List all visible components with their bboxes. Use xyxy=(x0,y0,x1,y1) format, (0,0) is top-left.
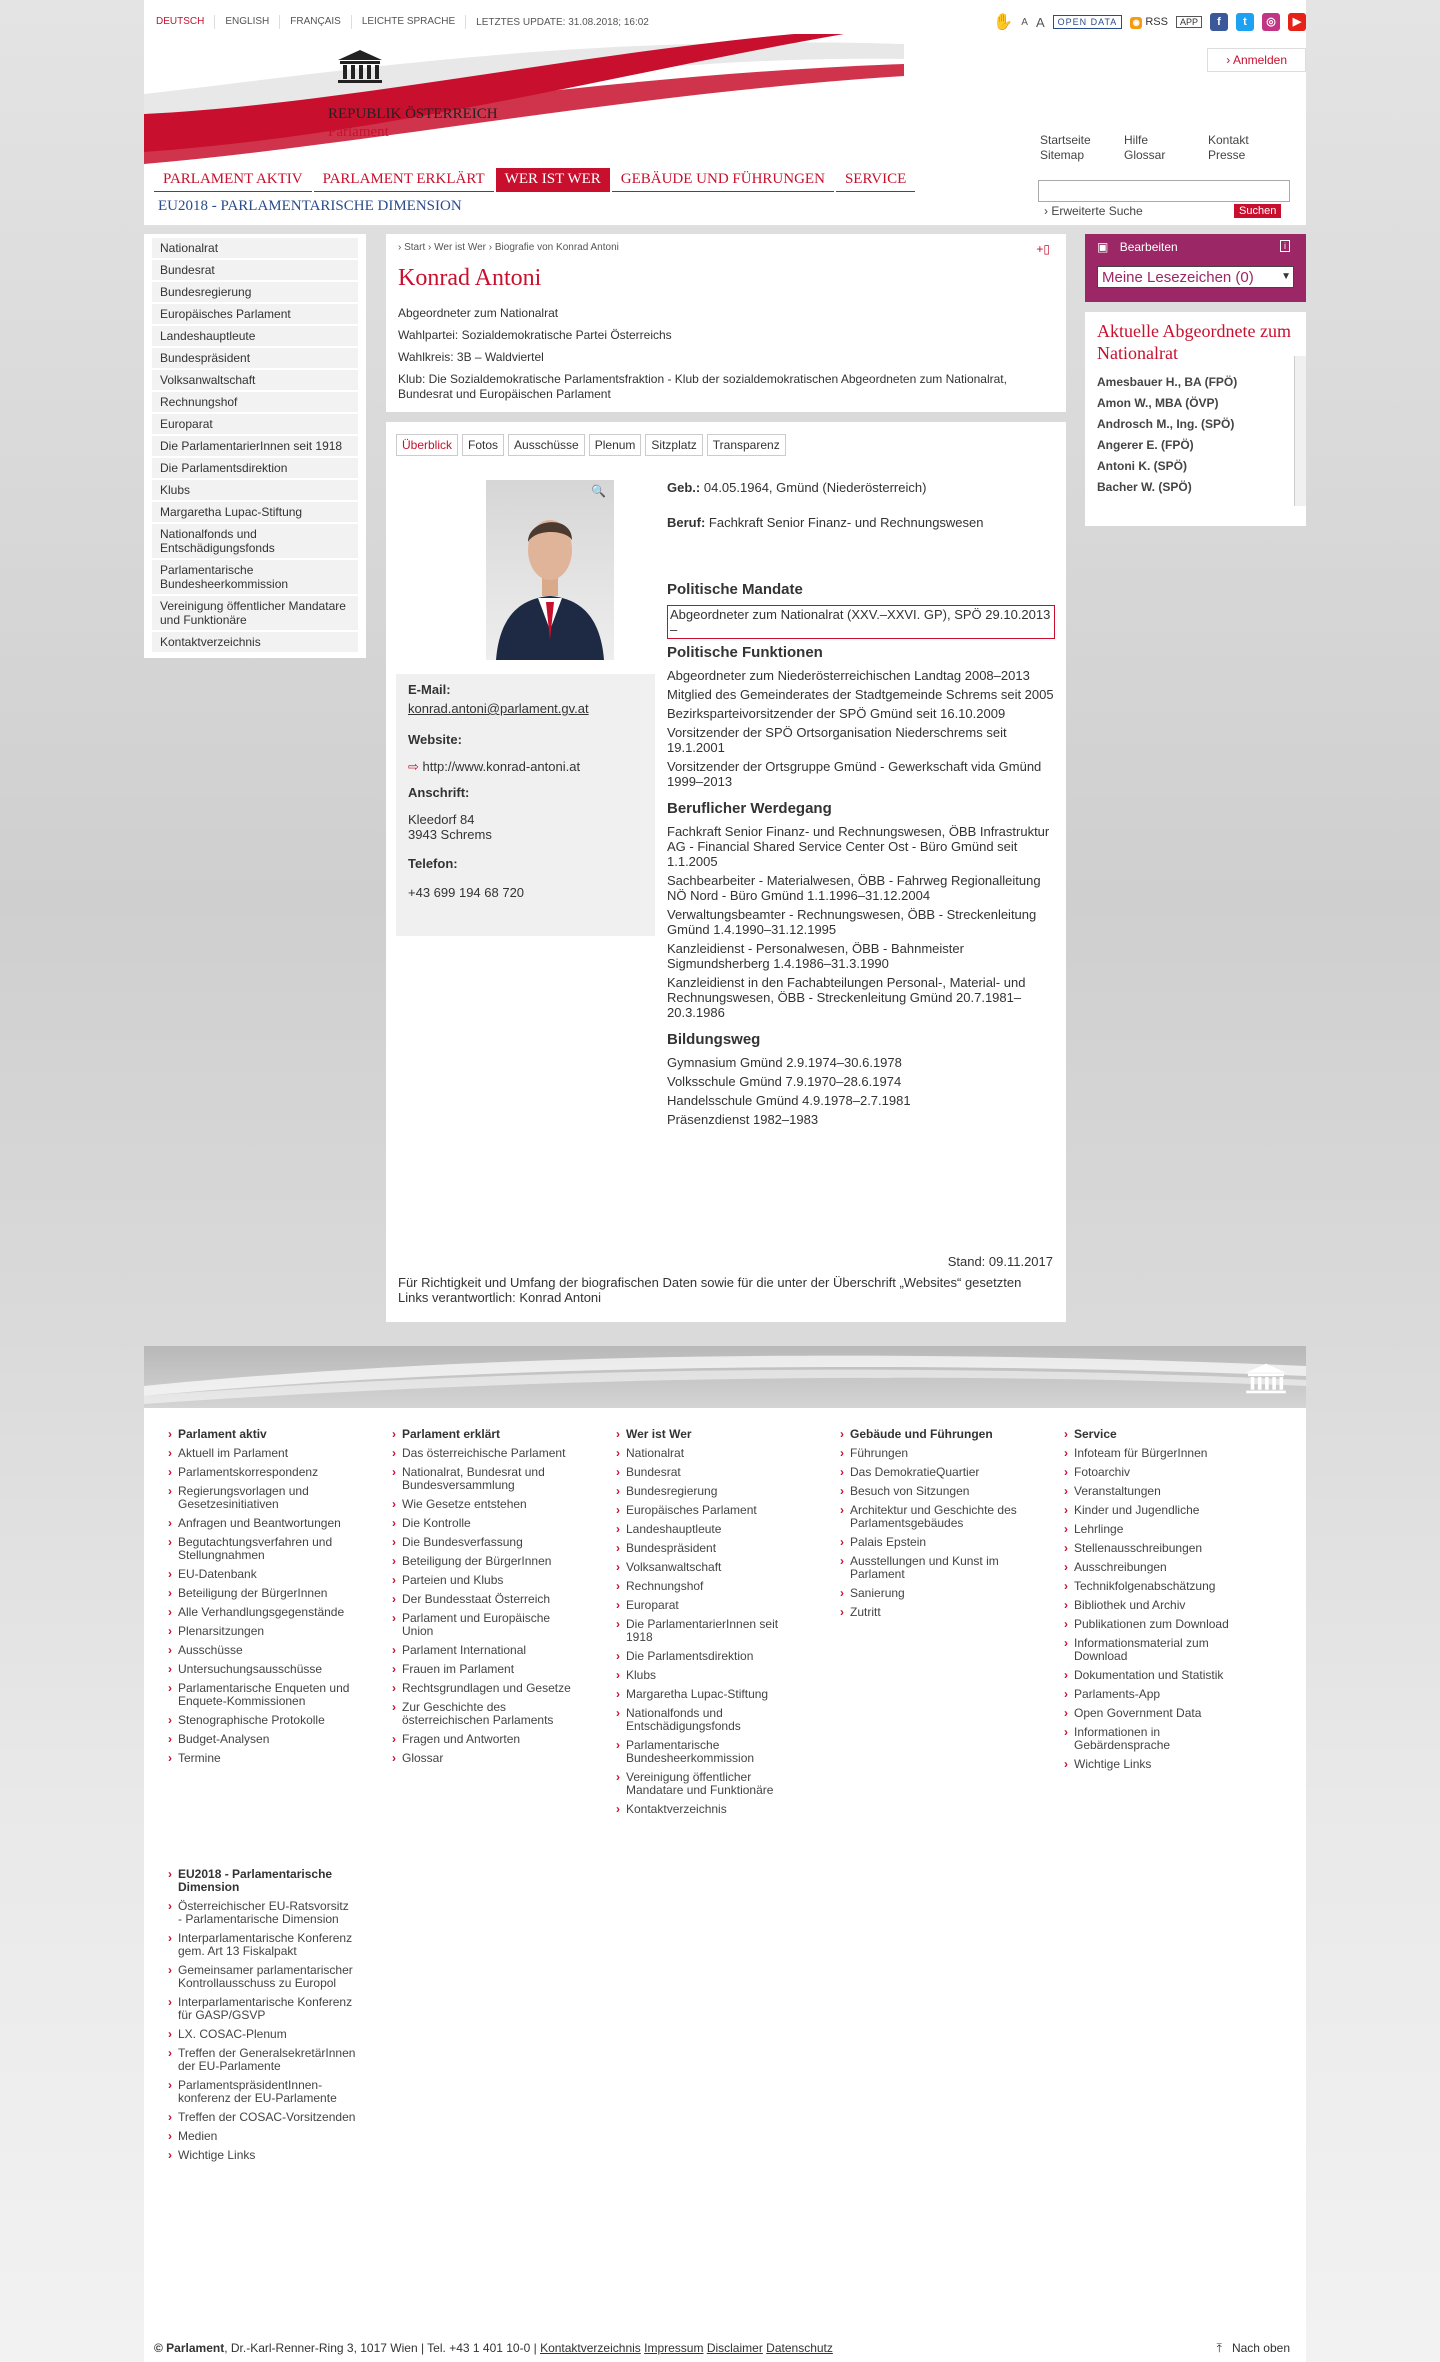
back-to-top-button[interactable] xyxy=(1217,2341,1290,2356)
bio-content xyxy=(667,480,1055,1131)
footer-link[interactable]: › Parlamentskorrespondenz xyxy=(166,1466,356,1479)
funktionen-item: Bezirksparteivorsitzender der SPÖ Gmünd seit 16.10.2009 xyxy=(667,706,1006,721)
main-nav xyxy=(154,168,917,192)
leftnav-item[interactable]: Kontaktverzeichnis xyxy=(152,632,358,654)
beruf-label: Beruf: xyxy=(667,515,706,530)
address-text: , Dr.-Karl-Renner-Ring 3, 1017 Wien | Tel. +43 1 401 10-0 | xyxy=(224,2341,537,2355)
tab-transparenz[interactable]: Transparenz xyxy=(707,434,786,456)
website-link[interactable]: http://www.konrad-antoni.at xyxy=(422,759,581,774)
footer-swoosh xyxy=(144,1346,1306,1408)
footer-link[interactable]: › Bundesregierung xyxy=(614,1485,804,1498)
footer-column-title[interactable]: › Parlament erklärt xyxy=(390,1428,580,1441)
footer-column xyxy=(166,1428,356,1771)
nav-service[interactable]: SERVICE xyxy=(836,168,915,192)
bookmark-select-wrap xyxy=(1085,262,1306,302)
footer-link[interactable]: › Wichtige Links xyxy=(1062,1758,1252,1771)
footer-link[interactable]: › Alle Verhandlungsgegenstände xyxy=(166,1606,356,1619)
footer-link[interactable]: › Plenarsitzungen xyxy=(166,1625,356,1638)
footer-link[interactable]: › Sanierung xyxy=(838,1587,1028,1600)
footer-link[interactable]: › Margaretha Lupac-Stiftung xyxy=(614,1688,804,1701)
tab-fotos[interactable]: Fotos xyxy=(462,434,504,456)
util-col-3 xyxy=(1208,133,1249,163)
person-klub: Klub: Die Sozialdemokratische Parlamentsfraktion - Klub der sozialdemokratischen Abgeordneten zum Nationalrat, Bundesrat und Europäischen Parlament xyxy=(398,372,1007,401)
footer-column-eu xyxy=(166,1868,356,2168)
footer-link[interactable]: › Untersuchungsausschüsse xyxy=(166,1663,356,1676)
mandate-item: Abgeordneter zum Nationalrat (XXV.–XXVI. GP), SPÖ 29.10.2013 – xyxy=(667,605,1055,639)
footer-link[interactable]: › Volksanwaltschaft xyxy=(614,1561,804,1574)
footer-link[interactable]: › Parlament International xyxy=(390,1644,580,1657)
app-button[interactable]: APP xyxy=(1176,16,1202,28)
util-presse[interactable]: Presse xyxy=(1208,148,1246,162)
footer-link[interactable]: › Bundesrat xyxy=(614,1466,804,1479)
breadcrumb-current: Biografie von Konrad Antoni xyxy=(494,242,619,253)
bildung-heading: Bildungsweg xyxy=(667,1031,761,1048)
footer-link[interactable]: › Begutachtungsverfahren und Stellungnahmen xyxy=(166,1536,356,1562)
portrait-image xyxy=(486,480,614,660)
breadcrumb-wer-ist-wer[interactable]: Wer ist Wer xyxy=(434,242,486,253)
bildung-item: Gymnasium Gmünd 2.9.1974–30.6.1978 xyxy=(667,1055,902,1070)
footer-link[interactable]: › Termine xyxy=(166,1752,356,1765)
footer-link[interactable]: › Stenographische Protokolle xyxy=(166,1714,356,1727)
member-link[interactable]: Androsch M., Ing. (SPÖ) xyxy=(1097,417,1235,431)
website-label: Website: xyxy=(408,732,462,747)
leftnav-item[interactable]: Nationalfonds und Entschädigungsfonds xyxy=(152,524,358,560)
util-hilfe[interactable]: Hilfe xyxy=(1124,133,1149,147)
geb-label: Geb.: xyxy=(667,480,701,495)
member-link[interactable]: Amesbauer H., BA (FPÖ) xyxy=(1097,375,1238,389)
footer-link[interactable]: › Rechnungshof xyxy=(614,1580,804,1593)
footer-link[interactable]: › Technikfolgenabschätzung xyxy=(1062,1580,1252,1593)
footer-link[interactable]: › Parlamentarische Bundesheerkommission xyxy=(614,1739,804,1765)
footer-link[interactable]: › Lehrlinge xyxy=(1062,1523,1252,1536)
footer-link[interactable]: › Dokumentation und Statistik xyxy=(1062,1669,1252,1682)
instagram-icon[interactable]: ◎ xyxy=(1262,13,1280,31)
person-wahlpartei: Wahlpartei: Sozialdemokratische Partei Österreichs xyxy=(398,328,672,342)
leftnav-item[interactable]: Bundesrat xyxy=(152,260,358,282)
left-navigation xyxy=(144,234,366,658)
address-label: Anschrift: xyxy=(408,785,470,800)
footer-link[interactable]: › Bundespräsident xyxy=(614,1542,804,1555)
util-kontakt[interactable]: Kontakt xyxy=(1208,133,1249,147)
util-glossar[interactable]: Glossar xyxy=(1124,148,1166,162)
leftnav-item[interactable]: Bundespräsident xyxy=(152,348,358,370)
footer-link[interactable]: › Kontaktverzeichnis xyxy=(614,1803,804,1816)
footer-link[interactable]: › Treffen der COSAC-Vorsitzenden xyxy=(166,2111,356,2124)
email-link[interactable]: konrad.antoni@parlament.gv.at xyxy=(408,701,589,716)
footer-link[interactable]: › Ausschüsse xyxy=(166,1644,356,1657)
werdegang-heading: Beruflicher Werdegang xyxy=(667,800,832,817)
footer-link[interactable]: › Ausschreibungen xyxy=(1062,1561,1252,1574)
leftnav-item[interactable]: Vereinigung öffentlicher Mandatare und Funktionäre xyxy=(152,596,358,632)
footer-link[interactable]: › Architektur und Geschichte des Parlamentsgebäudes xyxy=(838,1504,1028,1530)
advanced-search-label: Erweiterte Suche xyxy=(1051,204,1143,218)
contact-box xyxy=(396,674,655,936)
footer-column-title[interactable]: › EU2018 - Parlamentarische Dimension xyxy=(166,1868,356,1894)
footer-link[interactable]: › Klubs xyxy=(614,1669,804,1682)
footer-link[interactable]: › Die Bundesverfassung xyxy=(390,1536,580,1549)
member-link[interactable]: Bacher W. (SPÖ) xyxy=(1097,480,1192,494)
footer-column-title[interactable]: › Gebäude und Führungen xyxy=(838,1428,1028,1441)
footer-link[interactable]: › Aktuell im Parlament xyxy=(166,1447,356,1460)
beruf-value: Fachkraft Senior Finanz- und Rechnungswesen xyxy=(708,515,984,530)
footer-link[interactable]: › Nationalrat xyxy=(614,1447,804,1460)
footer-column-title[interactable]: › Wer ist Wer xyxy=(614,1428,804,1441)
funktionen-list xyxy=(667,668,1055,789)
footer-column xyxy=(838,1428,1028,1625)
footer-link[interactable]: › Informationsmaterial zum Download xyxy=(1062,1637,1252,1663)
werdegang-list xyxy=(667,824,1055,1020)
footer-link[interactable]: › Publikationen zum Download xyxy=(1062,1618,1252,1631)
footer-link-impressum[interactable]: Impressum xyxy=(644,2341,704,2355)
footer-link[interactable]: › Die Kontrolle xyxy=(390,1517,580,1530)
footer-link[interactable]: › Ausstellungen und Kunst im Parlament xyxy=(838,1555,1028,1581)
werdegang-item: Fachkraft Senior Finanz- und Rechnungswesen, ÖBB Infrastruktur AG - Financial Shared Service Center Ost - Büro Gmünd seit 1.1.2005 xyxy=(667,824,1050,869)
footer-link[interactable]: › Frauen im Parlament xyxy=(390,1663,580,1676)
bildung-item: Präsenzdienst 1982–1983 xyxy=(667,1112,819,1127)
footer-link[interactable]: › Budget-Analysen xyxy=(166,1733,356,1746)
lang-francais[interactable]: FRANÇAIS xyxy=(280,15,352,29)
phone-label: Telefon: xyxy=(408,856,458,871)
footer-link-kontakt[interactable]: Kontaktverzeichnis xyxy=(540,2341,641,2355)
footer-link[interactable]: › Beteiligung der BürgerInnen xyxy=(390,1555,580,1568)
arrow-up-icon: ⤒ xyxy=(1216,2341,1222,2355)
rss-link[interactable] xyxy=(1130,16,1168,29)
footer-link[interactable]: › Fotoarchiv xyxy=(1062,1466,1252,1479)
lang-deutsch[interactable]: DEUTSCH xyxy=(146,15,215,29)
werdegang-item: Kanzleidienst - Personalwesen, ÖBB - Bahnmeister Sigmundsherberg 1.4.1986–31.3.1990 xyxy=(667,941,964,971)
rss-label: RSS xyxy=(1145,15,1168,28)
stand-date: Stand: 09.11.2017 xyxy=(947,1254,1053,1269)
member-link[interactable]: Amon W., MBA (ÖVP) xyxy=(1097,396,1219,410)
rss-icon: ◉ xyxy=(1130,17,1142,29)
footer-link[interactable]: › Europäisches Parlament xyxy=(614,1504,804,1517)
person-header xyxy=(386,234,1066,412)
facebook-icon[interactable]: f xyxy=(1210,13,1228,31)
chevron-down-icon: ▼ xyxy=(1281,271,1291,282)
footer-link[interactable]: › Beteiligung der BürgerInnen xyxy=(166,1587,356,1600)
footer-link[interactable]: › Anfragen und Beantwortungen xyxy=(166,1517,356,1530)
geb-value: 04.05.1964, Gmünd (Niederösterreich) xyxy=(703,480,927,495)
footer-link[interactable]: › Vereinigung öffentlicher Mandatare und Funktionäre xyxy=(614,1771,804,1797)
nav-gebaeude[interactable]: GEBÄUDE UND FÜHRUNGEN xyxy=(612,168,834,192)
external-link-icon: ⇨ xyxy=(408,759,419,774)
footer-link[interactable]: › Interparlamentarische Konferenz für GASP/GSVP xyxy=(166,1996,356,2022)
footer xyxy=(144,1346,1306,2334)
funktionen-item: Abgeordneter zum Niederösterreichischen Landtag 2008–2013 xyxy=(667,668,1030,683)
leftnav-item[interactable]: Parlamentarische Bundesheerkommission xyxy=(152,560,358,596)
footer-link-disclaimer[interactable]: Disclaimer xyxy=(706,2341,763,2355)
footer-link[interactable]: › Das DemokratieQuartier xyxy=(838,1466,1028,1479)
footer-link[interactable]: › Landeshauptleute xyxy=(614,1523,804,1536)
person-wahlkreis: Wahlkreis: 3B – Waldviertel xyxy=(398,350,544,364)
font-small-button[interactable]: A xyxy=(1021,16,1028,28)
search-input[interactable] xyxy=(1038,180,1290,202)
footer-link[interactable]: › Parteien und Klubs xyxy=(390,1574,580,1587)
footer-column xyxy=(390,1428,580,1771)
address-line2: 3943 Schrems xyxy=(408,827,492,842)
footer-link[interactable]: › Treffen der GeneralsekretärInnen der EU-Parlamente xyxy=(166,2047,356,2073)
brand-title: REPUBLIK ÖSTERREICH xyxy=(328,106,498,122)
right-sidebar xyxy=(1085,234,1306,526)
footer-link[interactable]: › Veranstaltungen xyxy=(1062,1485,1252,1498)
footer-link[interactable]: › Österreichischer EU-Ratsvorsitz - Parlamentarische Dimension xyxy=(166,1900,356,1926)
footer-link[interactable]: › Europarat xyxy=(614,1599,804,1612)
leftnav-item[interactable]: Rechnungshof xyxy=(152,392,358,414)
bildung-item: Handelsschule Gmünd 4.9.1978–2.7.1981 xyxy=(667,1093,911,1108)
leftnav-item[interactable]: Nationalrat xyxy=(152,238,358,260)
footer-link[interactable]: › Kinder und Jugendliche xyxy=(1062,1504,1252,1517)
current-members-title: Aktuelle Abgeordnete zum Nationalrat xyxy=(1097,321,1291,363)
werdegang-item: Kanzleidienst in den Fachabteilungen Personal-, Material- und Rechnungswesen, ÖBB - Streckenleitung Gmünd 20.7.1981–20.3.1986 xyxy=(667,975,1026,1020)
footer-link[interactable]: › Palais Epstein xyxy=(838,1536,1028,1549)
info-icon[interactable]: i xyxy=(1280,240,1290,252)
nav-parlament-erklaert[interactable]: PARLAMENT ERKLÄRT xyxy=(314,168,494,192)
footer-link-datenschutz[interactable]: Datenschutz xyxy=(766,2341,833,2355)
address-line1: Kleedorf 84 xyxy=(408,812,475,827)
footer-link[interactable]: › Besuch von Sitzungen xyxy=(838,1485,1028,1498)
footer-link[interactable]: › Parlaments-App xyxy=(1062,1688,1252,1701)
footer-link[interactable]: › Regierungsvorlagen und Gesetzesinitiativen xyxy=(166,1485,356,1511)
phone-value: +43 699 194 68 720 xyxy=(408,885,525,900)
footer-link[interactable]: › Nationalfonds und Entschädigungsfonds xyxy=(614,1707,804,1733)
mandate-heading: Politische Mandate xyxy=(667,581,803,598)
footer-link[interactable]: › Rechtsgrundlagen und Gesetze xyxy=(390,1682,580,1695)
member-link[interactable]: Antoni K. (SPÖ) xyxy=(1097,459,1187,473)
footer-link[interactable]: › Glossar xyxy=(390,1752,580,1765)
footer-link[interactable]: › Fragen und Antworten xyxy=(390,1733,580,1746)
member-link[interactable]: Angerer E. (FPÖ) xyxy=(1097,438,1194,452)
footer-column xyxy=(614,1428,804,1822)
footer-link[interactable]: › Interparlamentarische Konferenz gem. Art 13 Fiskalpakt xyxy=(166,1932,356,1958)
leftnav-item[interactable]: Bundesregierung xyxy=(152,282,358,304)
footer-link[interactable]: › Nationalrat, Bundesrat und Bundesversammlung xyxy=(390,1466,580,1492)
breadcrumb-start[interactable]: Start xyxy=(404,242,426,253)
tab-ausschuesse[interactable]: Ausschüsse xyxy=(508,434,585,456)
current-members-box xyxy=(1085,312,1306,526)
leftnav-item[interactable]: Margaretha Lupac-Stiftung xyxy=(152,502,358,524)
bookmark-icon: ▣ xyxy=(1097,240,1109,254)
bookmark-select-value: Meine Lesezeichen (0) xyxy=(1102,269,1254,286)
nav-eu2018[interactable]: EU2018 - PARLAMENTARISCHE DIMENSION xyxy=(158,198,462,214)
tab-sitzplatz[interactable]: Sitzplatz xyxy=(645,434,702,456)
footer-link[interactable]: › Open Government Data xyxy=(1062,1707,1252,1720)
footer-link[interactable]: › Die ParlamentarierInnen seit 1918 xyxy=(614,1618,804,1644)
footer-banner xyxy=(144,1346,1306,1408)
footer-link[interactable]: › Der Bundesstaat Österreich xyxy=(390,1593,580,1606)
footer-link[interactable]: › Parlament und Europäische Union xyxy=(390,1612,580,1638)
current-members-list xyxy=(1097,372,1294,508)
bookmark-bar xyxy=(1085,234,1306,262)
bildung-list xyxy=(667,1055,1055,1127)
footer-column-title[interactable]: › Service xyxy=(1062,1428,1252,1441)
footer-link[interactable]: › Führungen xyxy=(838,1447,1028,1460)
login-button[interactable]: › Anmelden xyxy=(1207,48,1306,72)
util-startseite[interactable]: Startseite xyxy=(1040,133,1091,147)
copyright: © Parlament xyxy=(154,2341,225,2355)
leftnav-item[interactable]: Europarat xyxy=(152,414,358,436)
footer-link[interactable]: › EU-Datenbank xyxy=(166,1568,356,1581)
scrollbar[interactable] xyxy=(1294,356,1306,506)
zoom-icon[interactable]: 🔍 xyxy=(591,484,606,498)
disclaimer-text: Für Richtigkeit und Umfang der biografischen Daten sowie für die unter der Überschrift „Websites“ gesetzten Links verantwortlich: Konrad Antoni xyxy=(398,1275,1022,1305)
leftnav-item[interactable]: Volksanwaltschaft xyxy=(152,370,358,392)
leftnav-item[interactable]: Europäisches Parlament xyxy=(152,304,358,326)
util-col-1 xyxy=(1040,133,1091,163)
util-sitemap[interactable]: Sitemap xyxy=(1040,148,1085,162)
person-role: Abgeordneter zum Nationalrat xyxy=(398,306,559,320)
funktionen-item: Vorsitzender der Ortsgruppe Gmünd - Gewerkschaft vida Gmünd 1999–2013 xyxy=(667,759,1042,789)
sign-language-icon[interactable]: ✋ xyxy=(993,14,1014,31)
bookmark-add-icon[interactable]: +▯ xyxy=(1036,242,1050,256)
email-label: E-Mail: xyxy=(408,682,451,697)
nav-wer-ist-wer[interactable]: WER IST WER xyxy=(496,168,610,192)
werdegang-item: Sachbearbeiter - Materialwesen, ÖBB - Fahrweg Regionalleitung NÖ Nord - Büro Gmünd 1.1.1996–31.12.2004 xyxy=(667,873,1041,903)
footer-link[interactable]: › Die Parlamentsdirektion xyxy=(614,1650,804,1663)
tab-ueberblick[interactable]: Überblick xyxy=(396,434,458,456)
breadcrumb: › Start › Wer ist Wer › Biografie von Konrad Antoni xyxy=(398,242,619,253)
toolbar xyxy=(993,12,1306,32)
bookmark-select[interactable] xyxy=(1097,266,1294,288)
advanced-search-link[interactable]: › Erweiterte Suche xyxy=(1044,204,1143,218)
footer-link[interactable]: › Parlamentarische Enqueten und Enquete-Kommissionen xyxy=(166,1682,356,1708)
bottom-bar xyxy=(144,2334,1306,2362)
bildung-item: Volksschule Gmünd 7.9.1970–28.6.1974 xyxy=(667,1074,902,1089)
portrait-photo[interactable] xyxy=(486,480,614,660)
footer-link[interactable]: › Wie Gesetze entstehen xyxy=(390,1498,580,1511)
nav-parlament-aktiv[interactable]: PARLAMENT AKTIV xyxy=(154,168,312,192)
footer-link[interactable]: › Zutritt xyxy=(838,1606,1028,1619)
tab-plenum[interactable]: Plenum xyxy=(589,434,642,456)
footer-link[interactable]: › Zur Geschichte des österreichischen Parlaments xyxy=(390,1701,580,1727)
util-col-2 xyxy=(1124,133,1165,163)
footer-column-title[interactable]: › Parlament aktiv xyxy=(166,1428,356,1441)
leftnav-item[interactable]: Landeshauptleute xyxy=(152,326,358,348)
parlament-logo-icon[interactable] xyxy=(330,46,390,86)
login-label: Anmelden xyxy=(1232,53,1287,67)
footer-link[interactable]: › Das österreichische Parlament xyxy=(390,1447,580,1460)
header-swoosh xyxy=(144,34,904,164)
leftnav-item[interactable]: Die Parlamentsdirektion xyxy=(152,458,358,480)
opendata-button[interactable]: OPEN DATA xyxy=(1053,15,1123,29)
last-update: LETZTES UPDATE: 31.08.2018; 16:02 xyxy=(476,16,649,28)
footer-link[interactable]: › Bibliothek und Archiv xyxy=(1062,1599,1252,1612)
footer-link[interactable]: › LX. COSAC-Plenum xyxy=(166,2028,356,2041)
funktionen-item: Vorsitzender der SPÖ Ortsorganisation Niederschrems seit 19.1.2001 xyxy=(667,725,1007,755)
font-large-button[interactable]: A xyxy=(1035,14,1045,30)
footer-link[interactable]: › ParlamentspräsidentInnen-konferenz der EU-Parlamente xyxy=(166,2079,356,2105)
leftnav-item[interactable]: Klubs xyxy=(152,480,358,502)
footer-link[interactable]: › Medien xyxy=(166,2130,356,2143)
leftnav-item[interactable]: Die ParlamentarierInnen seit 1918 xyxy=(152,436,358,458)
footer-link[interactable]: › Infoteam für BürgerInnen xyxy=(1062,1447,1252,1460)
footer-link[interactable]: › Wichtige Links xyxy=(166,2149,356,2162)
footer-column xyxy=(1062,1428,1252,1777)
brand-subtitle: Parlament xyxy=(328,124,389,140)
werdegang-item: Verwaltungsbeamter - Rechnungswesen, ÖBB - Streckenleitung Gmünd 1.4.1990–31.12.1995 xyxy=(667,907,1037,937)
twitter-icon[interactable]: t xyxy=(1236,13,1254,31)
youtube-icon[interactable]: ▶ xyxy=(1288,13,1306,31)
edit-bookmarks-button[interactable]: Bearbeiten xyxy=(1119,240,1178,254)
footer-link[interactable]: › Gemeinsamer parlamentarischer Kontrollausschuss zu Europol xyxy=(166,1964,356,1990)
site-header xyxy=(144,0,1306,225)
back-to-top-label: Nach oben xyxy=(1231,2341,1290,2355)
page-title: Konrad Antoni xyxy=(398,265,542,291)
tab-bar xyxy=(396,434,786,456)
footer-logo-icon xyxy=(1238,1360,1294,1396)
footer-link[interactable]: › Informationen in Gebärdensprache xyxy=(1062,1726,1252,1752)
lang-leichte-sprache[interactable]: LEICHTE SPRACHE xyxy=(352,15,466,29)
funktionen-item: Mitglied des Gemeinderates der Stadtgemeinde Schrems seit 2005 xyxy=(667,687,1054,702)
lang-english[interactable]: ENGLISH xyxy=(215,15,280,29)
funktionen-heading: Politische Funktionen xyxy=(667,644,823,661)
footer-link[interactable]: › Stellenausschreibungen xyxy=(1062,1542,1252,1555)
search-button[interactable]: Suchen xyxy=(1234,204,1281,218)
